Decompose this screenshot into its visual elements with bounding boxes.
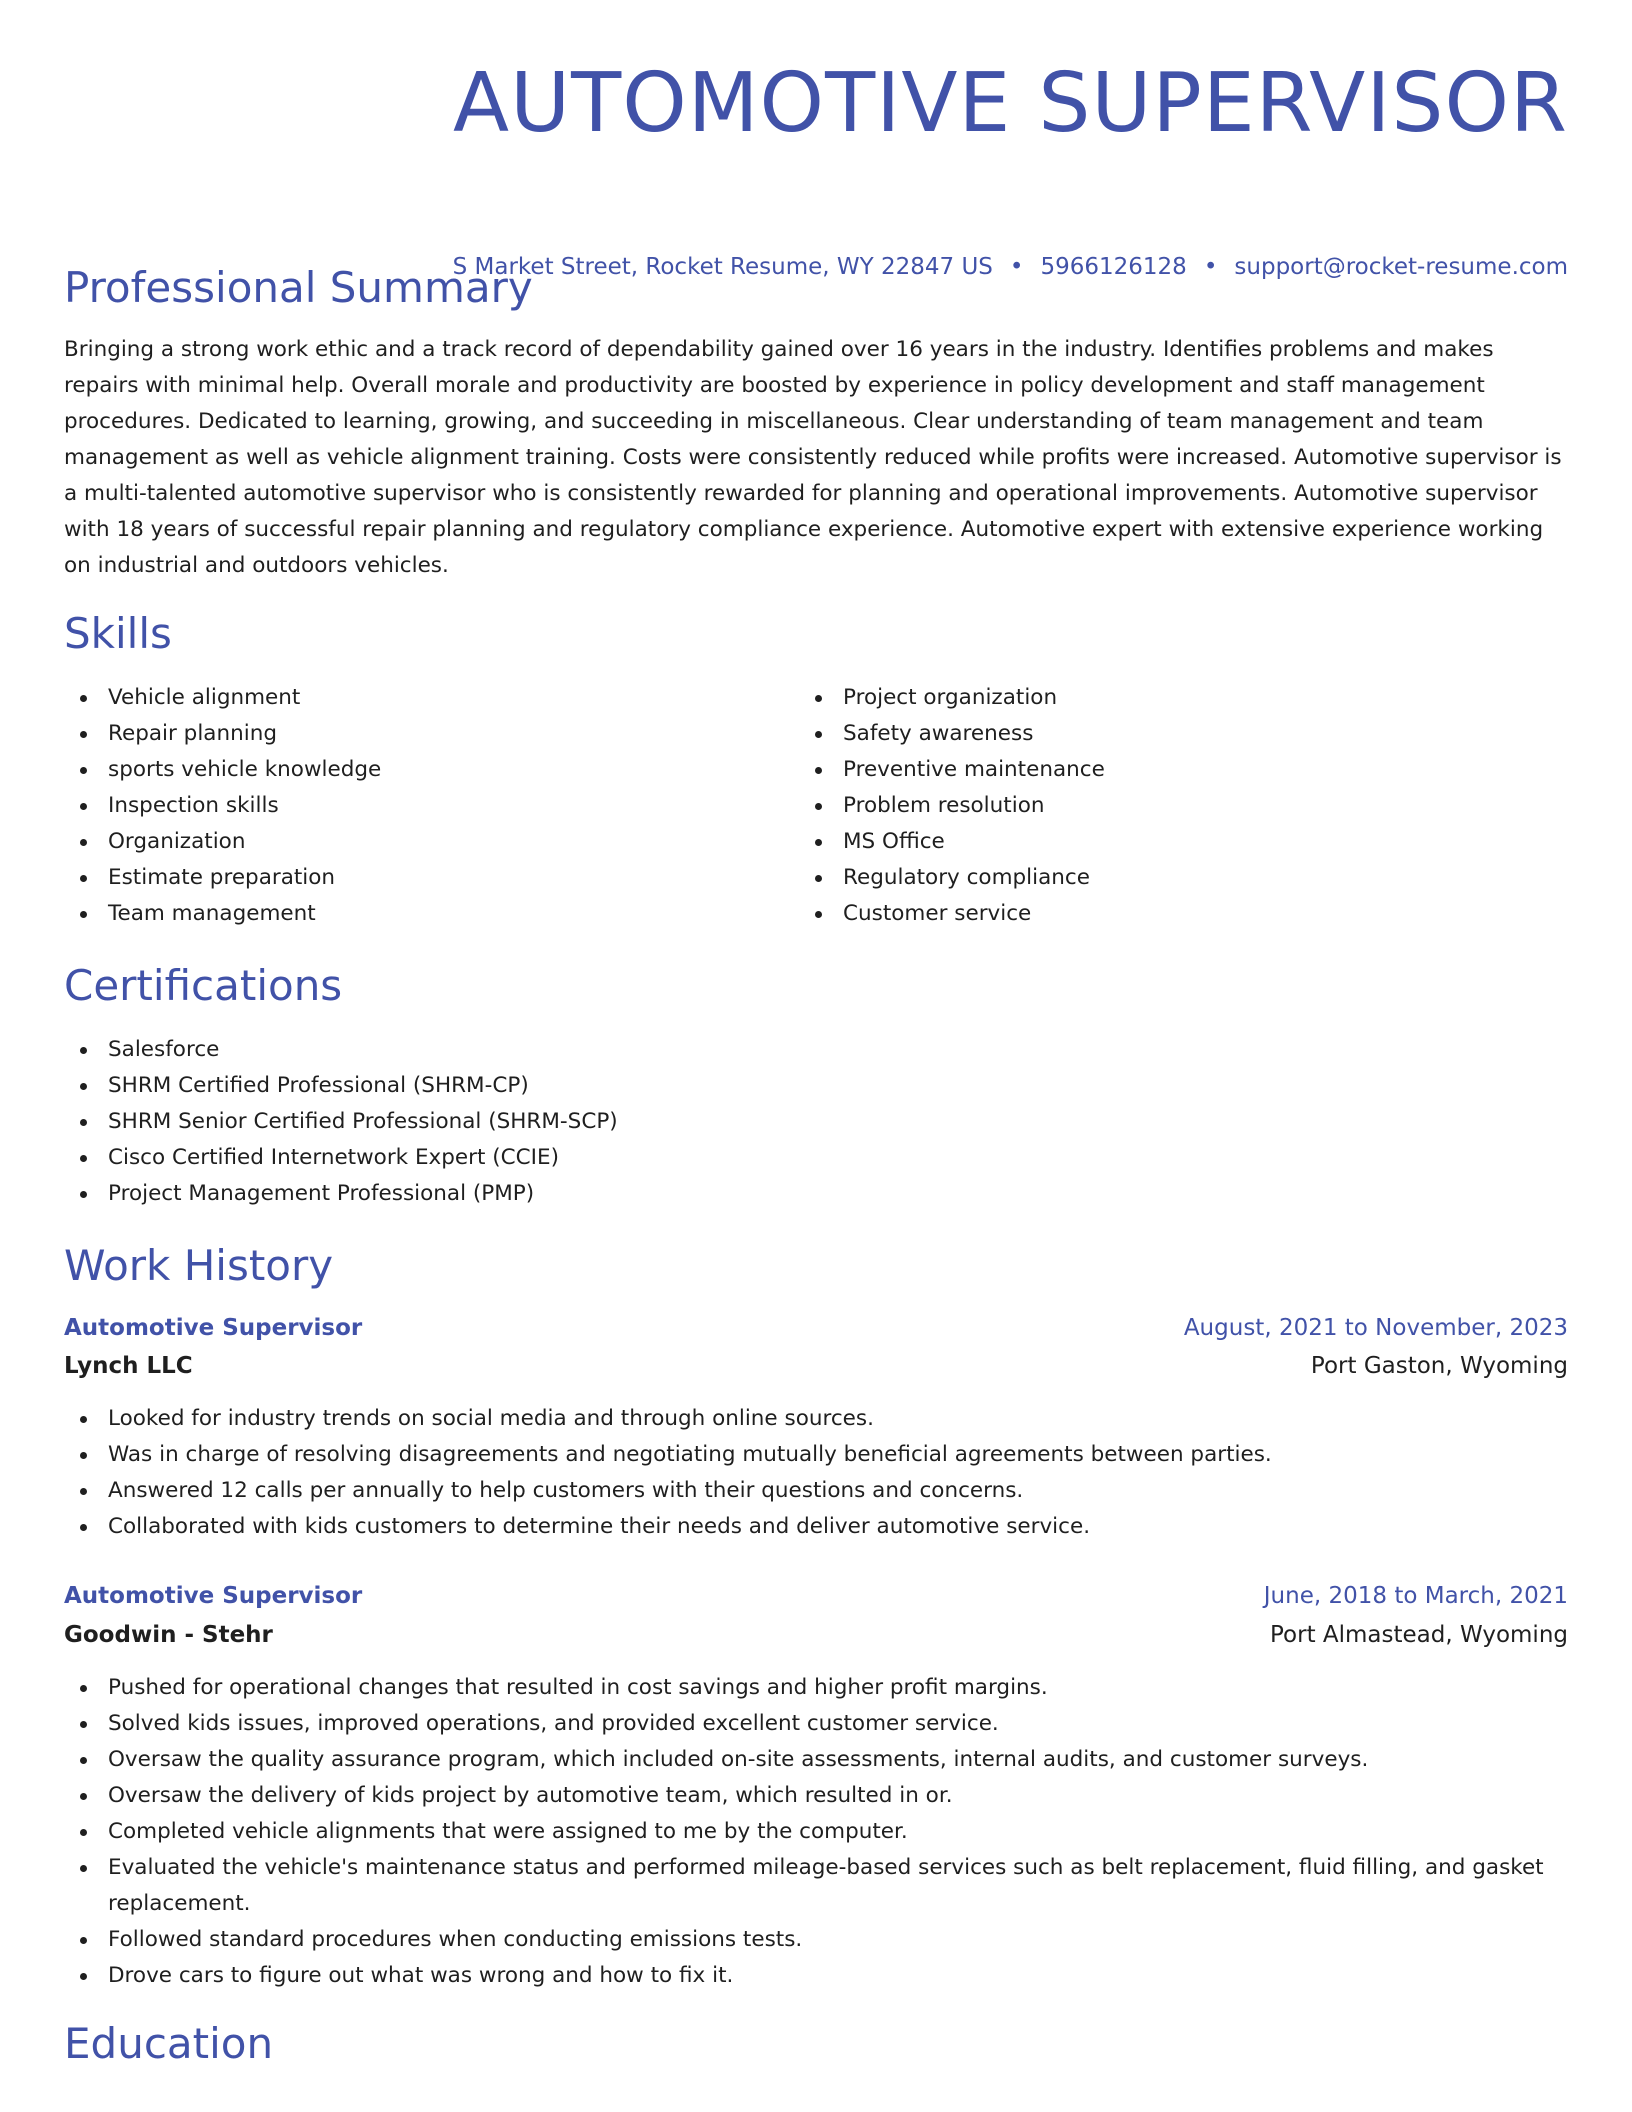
certification-item: Salesforce bbox=[64, 1032, 1568, 1068]
job-company-row bbox=[64, 1617, 1568, 1653]
section-title-certifications: Certifications bbox=[64, 961, 343, 1010]
skill-item: sports vehicle knowledge bbox=[64, 752, 381, 788]
certification-item: Cisco Certified Internetwork Expert (CCIE) bbox=[64, 1140, 1568, 1176]
skills-list-left bbox=[64, 680, 381, 932]
job-location: Port Almastead, Wyoming bbox=[1270, 1622, 1568, 1648]
job-bullet: Looked for industry trends on social media and through online sources. bbox=[64, 1401, 1568, 1437]
job-dates: June, 2018 to March, 2021 bbox=[1263, 1583, 1568, 1609]
skill-item: Customer service bbox=[799, 896, 1105, 932]
skill-item: Preventive maintenance bbox=[799, 752, 1105, 788]
section-title-work-history: Work History bbox=[64, 1241, 334, 1290]
certification-item: SHRM Certified Professional (SHRM-CP) bbox=[64, 1068, 1568, 1104]
skills-list-right bbox=[799, 680, 1105, 932]
summary-text: Bringing a strong work ethic and a track record of dependability gained over 16 years in the industry. Identifies problems and makes repairs with minimal help. Overall morale and productivity are boosted by experience in policy development and staff management procedures. Dedicated to learning, growing, and succeeding in miscellaneous. Clear understanding of team management and team management as well as vehicle alignment training. Costs were consistently reduced while profits were increased. Automotive supervisor is a multi-talented automotive supervisor who is consistently rewarded for planning and operational improvements. Automotive supervisor with 18 years of successful repair planning and regulatory compliance experience. Automotive expert with extensive experience working on industrial and outdoors vehicles. bbox=[64, 337, 1562, 578]
skill-item: Vehicle alignment bbox=[64, 680, 381, 716]
skill-item: Problem resolution bbox=[799, 788, 1105, 824]
skill-item: Estimate preparation bbox=[64, 860, 381, 896]
skill-item: Inspection skills bbox=[64, 788, 381, 824]
job-bullet: Oversaw the delivery of kids project by automotive team, which resulted in or. bbox=[64, 1778, 1568, 1814]
job-bullet: Oversaw the quality assurance program, which included on-site assessments, internal audits, and customer surveys. bbox=[64, 1742, 1568, 1778]
job-title: Automotive Supervisor bbox=[64, 1315, 363, 1341]
skill-item: Repair planning bbox=[64, 716, 381, 752]
certifications-list bbox=[64, 1032, 1568, 1212]
job-company: Lynch LLC bbox=[64, 1353, 193, 1379]
job-bullets bbox=[64, 1401, 1568, 1545]
section-title-education: Education bbox=[64, 2019, 274, 2068]
contact-email[interactable]: support@rocket-resume.com bbox=[1234, 254, 1568, 280]
certification-item: SHRM Senior Certified Professional (SHRM-SCP) bbox=[64, 1104, 1568, 1140]
contact-address: S Market Street, Rocket Resume, WY 22847 US bbox=[452, 254, 993, 280]
job-bullet: Answered 12 calls per annually to help customers with their questions and concerns. bbox=[64, 1473, 1568, 1509]
skill-item: Project organization bbox=[799, 680, 1105, 716]
skill-item: Regulatory compliance bbox=[799, 860, 1105, 896]
certification-item: Project Management Professional (PMP) bbox=[64, 1176, 1568, 1212]
job-bullet: Was in charge of resolving disagreements and negotiating mutually beneficial agreements between parties. bbox=[64, 1437, 1568, 1473]
job-bullets bbox=[64, 1670, 1568, 1994]
contact-line bbox=[453, 250, 1568, 284]
job-header bbox=[64, 1310, 1568, 1346]
job-dates: August, 2021 to November, 2023 bbox=[1183, 1315, 1568, 1341]
job-header bbox=[64, 1578, 1568, 1614]
job-bullet: Pushed for operational changes that resulted in cost savings and higher profit margins. bbox=[64, 1670, 1568, 1706]
job-bullet: Solved kids issues, improved operations, and provided excellent customer service. bbox=[64, 1706, 1568, 1742]
skill-item: MS Office bbox=[799, 824, 1105, 860]
section-title-summary: Professional Summary bbox=[64, 263, 533, 312]
skill-item: Safety awareness bbox=[799, 716, 1105, 752]
skill-item: Team management bbox=[64, 896, 381, 932]
section-title-skills: Skills bbox=[64, 609, 172, 658]
job-bullet: Followed standard procedures when conducting emissions tests. bbox=[64, 1922, 1568, 1958]
job-title: Automotive Supervisor bbox=[64, 1583, 363, 1609]
separator-dot: • bbox=[1203, 254, 1218, 280]
job-bullet: Completed vehicle alignments that were assigned to me by the computer. bbox=[64, 1814, 1568, 1850]
separator-dot: • bbox=[1009, 254, 1024, 280]
job-company: Goodwin - Stehr bbox=[64, 1622, 273, 1648]
job-bullet: Drove cars to figure out what was wrong and how to fix it. bbox=[64, 1958, 1568, 1994]
contact-phone: 5966126128 bbox=[1040, 254, 1187, 280]
job-location: Port Gaston, Wyoming bbox=[1310, 1353, 1568, 1379]
resume-name: AUTOMOTIVE SUPERVISOR bbox=[453, 56, 1568, 151]
job-company-row bbox=[64, 1348, 1568, 1384]
job-bullet: Collaborated with kids customers to determine their needs and deliver automotive service. bbox=[64, 1509, 1568, 1545]
skill-item: Organization bbox=[64, 824, 381, 860]
job-bullet: Evaluated the vehicle's maintenance status and performed mileage-based services such as belt replacement, fluid filling, and gasket replacement. bbox=[64, 1850, 1568, 1922]
